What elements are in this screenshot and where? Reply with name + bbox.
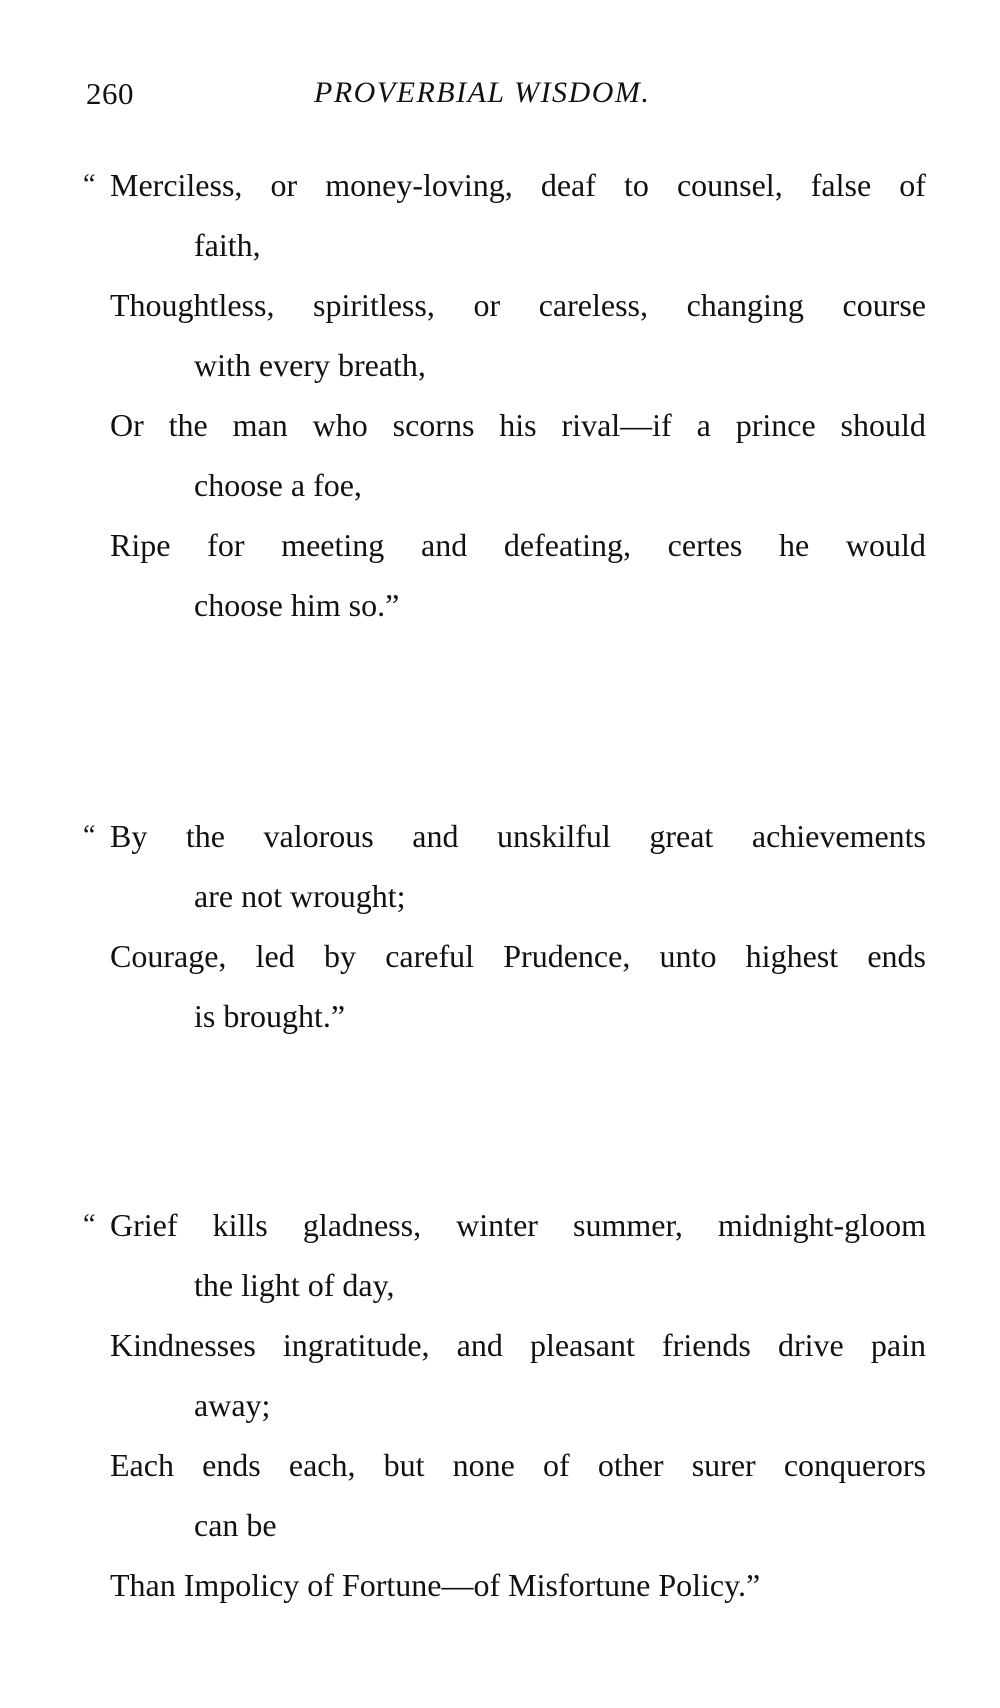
verse-word: course [842,287,926,323]
verse-line [110,395,926,515]
verse-word: ends [202,1447,261,1483]
verse-word: deaf [540,167,596,203]
verse-word: or [473,287,501,323]
verse-word: counsel, [676,167,783,203]
opening-quotation-mark: “ [83,820,96,851]
verse-line-start [110,926,926,986]
verse-word: of [307,1567,334,1603]
proverb-stanza-3 [83,1195,926,1615]
verse-word: and [412,818,459,854]
verse-word: his [499,407,537,443]
verse-word: unskilful [497,818,611,854]
verse-word: or [270,167,298,203]
verse-word: other [597,1447,664,1483]
verse-line-continuation: choose him so.” [194,587,400,623]
verse-word: friends [662,1327,751,1363]
verse-word: gladness, [302,1207,422,1243]
verse-word: prince [735,407,816,443]
verse-word: midnight-gloom [717,1207,926,1243]
proverb-stanza-1 [83,155,926,635]
verse-line [110,926,926,1046]
verse-word: pain [870,1327,926,1363]
verse-word: defeating, [503,527,631,563]
verse-word: great [649,818,714,854]
page-number: 260 [86,76,134,111]
verse-line-continuation: with every breath, [194,347,426,383]
running-title: PROVERBIAL WISDOM. [314,76,651,109]
verse-line [110,275,926,395]
verse-word: meeting [281,527,385,563]
verse-word: drive [778,1327,844,1363]
verse-word: Misfortune [508,1567,651,1603]
verse-word: for [207,527,245,563]
verse-line-start [110,1555,926,1615]
verse-word: certes [667,527,743,563]
verse-word: kills [212,1207,268,1243]
verse-word: By [110,818,148,854]
verse-word: Or [110,407,144,443]
verse-line-start [110,806,926,866]
verse-word: Grief [110,1207,178,1243]
verse-word: spiritless, [313,287,435,323]
verse-word: Fortune—of [341,1567,501,1603]
verse-word: who [312,407,368,443]
verse-word: and [456,1327,503,1363]
verse-word: Than [110,1567,176,1603]
verse-word: should [840,407,926,443]
verse-word: each, [288,1447,356,1483]
opening-quotation-mark: “ [83,1209,96,1240]
verse-word: Each [110,1447,174,1483]
verse-word: achievements [751,818,926,854]
verse-word: none [452,1447,515,1483]
verse-line-continuation: is brought.” [194,998,346,1034]
verse-word: changing [686,287,804,323]
verse-line [110,1435,926,1555]
verse-word: Prudence, [503,938,631,974]
opening-quotation-mark: “ [83,169,96,200]
verse-word: conquerors [783,1447,926,1483]
verse-word: would [845,527,926,563]
verse-word: winter [456,1207,538,1243]
verse-line [110,1315,926,1435]
verse-line-start [110,1435,926,1495]
verse-line-continuation: faith, [194,227,261,263]
verse-word: of [899,167,926,203]
verse-word: pleasant [530,1327,635,1363]
verse-line-continuation: away; [194,1387,271,1423]
verse-line-start [110,515,926,575]
verse-word: the [168,407,208,443]
verse-word: he [779,527,810,563]
verse-word: and [420,527,468,563]
verse-word: Ripe [110,527,171,563]
verse-line [110,515,926,635]
verse-word: led [255,938,295,974]
verse-word: valorous [263,818,374,854]
verse-line [110,1555,926,1615]
verse-word: Kindnesses [110,1327,256,1363]
verse-line-continuation: can be [194,1507,277,1543]
verse-word: Merciless, [110,167,243,203]
verse-word: Courage, [110,938,227,974]
verse-line-continuation: are not wrought; [194,878,406,914]
verse-line-start [110,1315,926,1375]
verse-line [83,806,926,926]
verse-word: careless, [538,287,648,323]
proverb-stanza-2 [83,806,926,1046]
verse-line-start [110,395,926,455]
verse-word: but [383,1447,425,1483]
page-header [86,76,916,126]
verse-word: scorns [392,407,475,443]
verse-word: ingratitude, [282,1327,430,1363]
verse-line [83,155,926,275]
verse-word: surer [691,1447,756,1483]
verse-word: to [623,167,649,203]
verse-word: highest [745,938,839,974]
verse-word: by [323,938,356,974]
verse-line-start [110,155,926,215]
verse-word: of [543,1447,570,1483]
verse-word: man [232,407,288,443]
verse-word: unto [659,938,717,974]
verse-line-start [110,275,926,335]
verse-word: Policy.” [658,1567,761,1603]
verse-word: Impolicy [183,1567,300,1603]
verse-word: rival—if [561,407,672,443]
verse-word: ends [867,938,926,974]
verse-word: the [185,818,225,854]
verse-word: careful [385,938,475,974]
verse-line-continuation: the light of day, [194,1267,395,1303]
verse-word: Thoughtless, [110,287,275,323]
verse-line-continuation: choose a foe, [194,467,362,503]
verse-word: summer, [573,1207,683,1243]
verse-word: false [810,167,872,203]
verse-line-start [110,1195,926,1255]
verse-line [83,1195,926,1315]
verse-word: a [696,407,711,443]
verse-word: money-loving, [325,167,513,203]
